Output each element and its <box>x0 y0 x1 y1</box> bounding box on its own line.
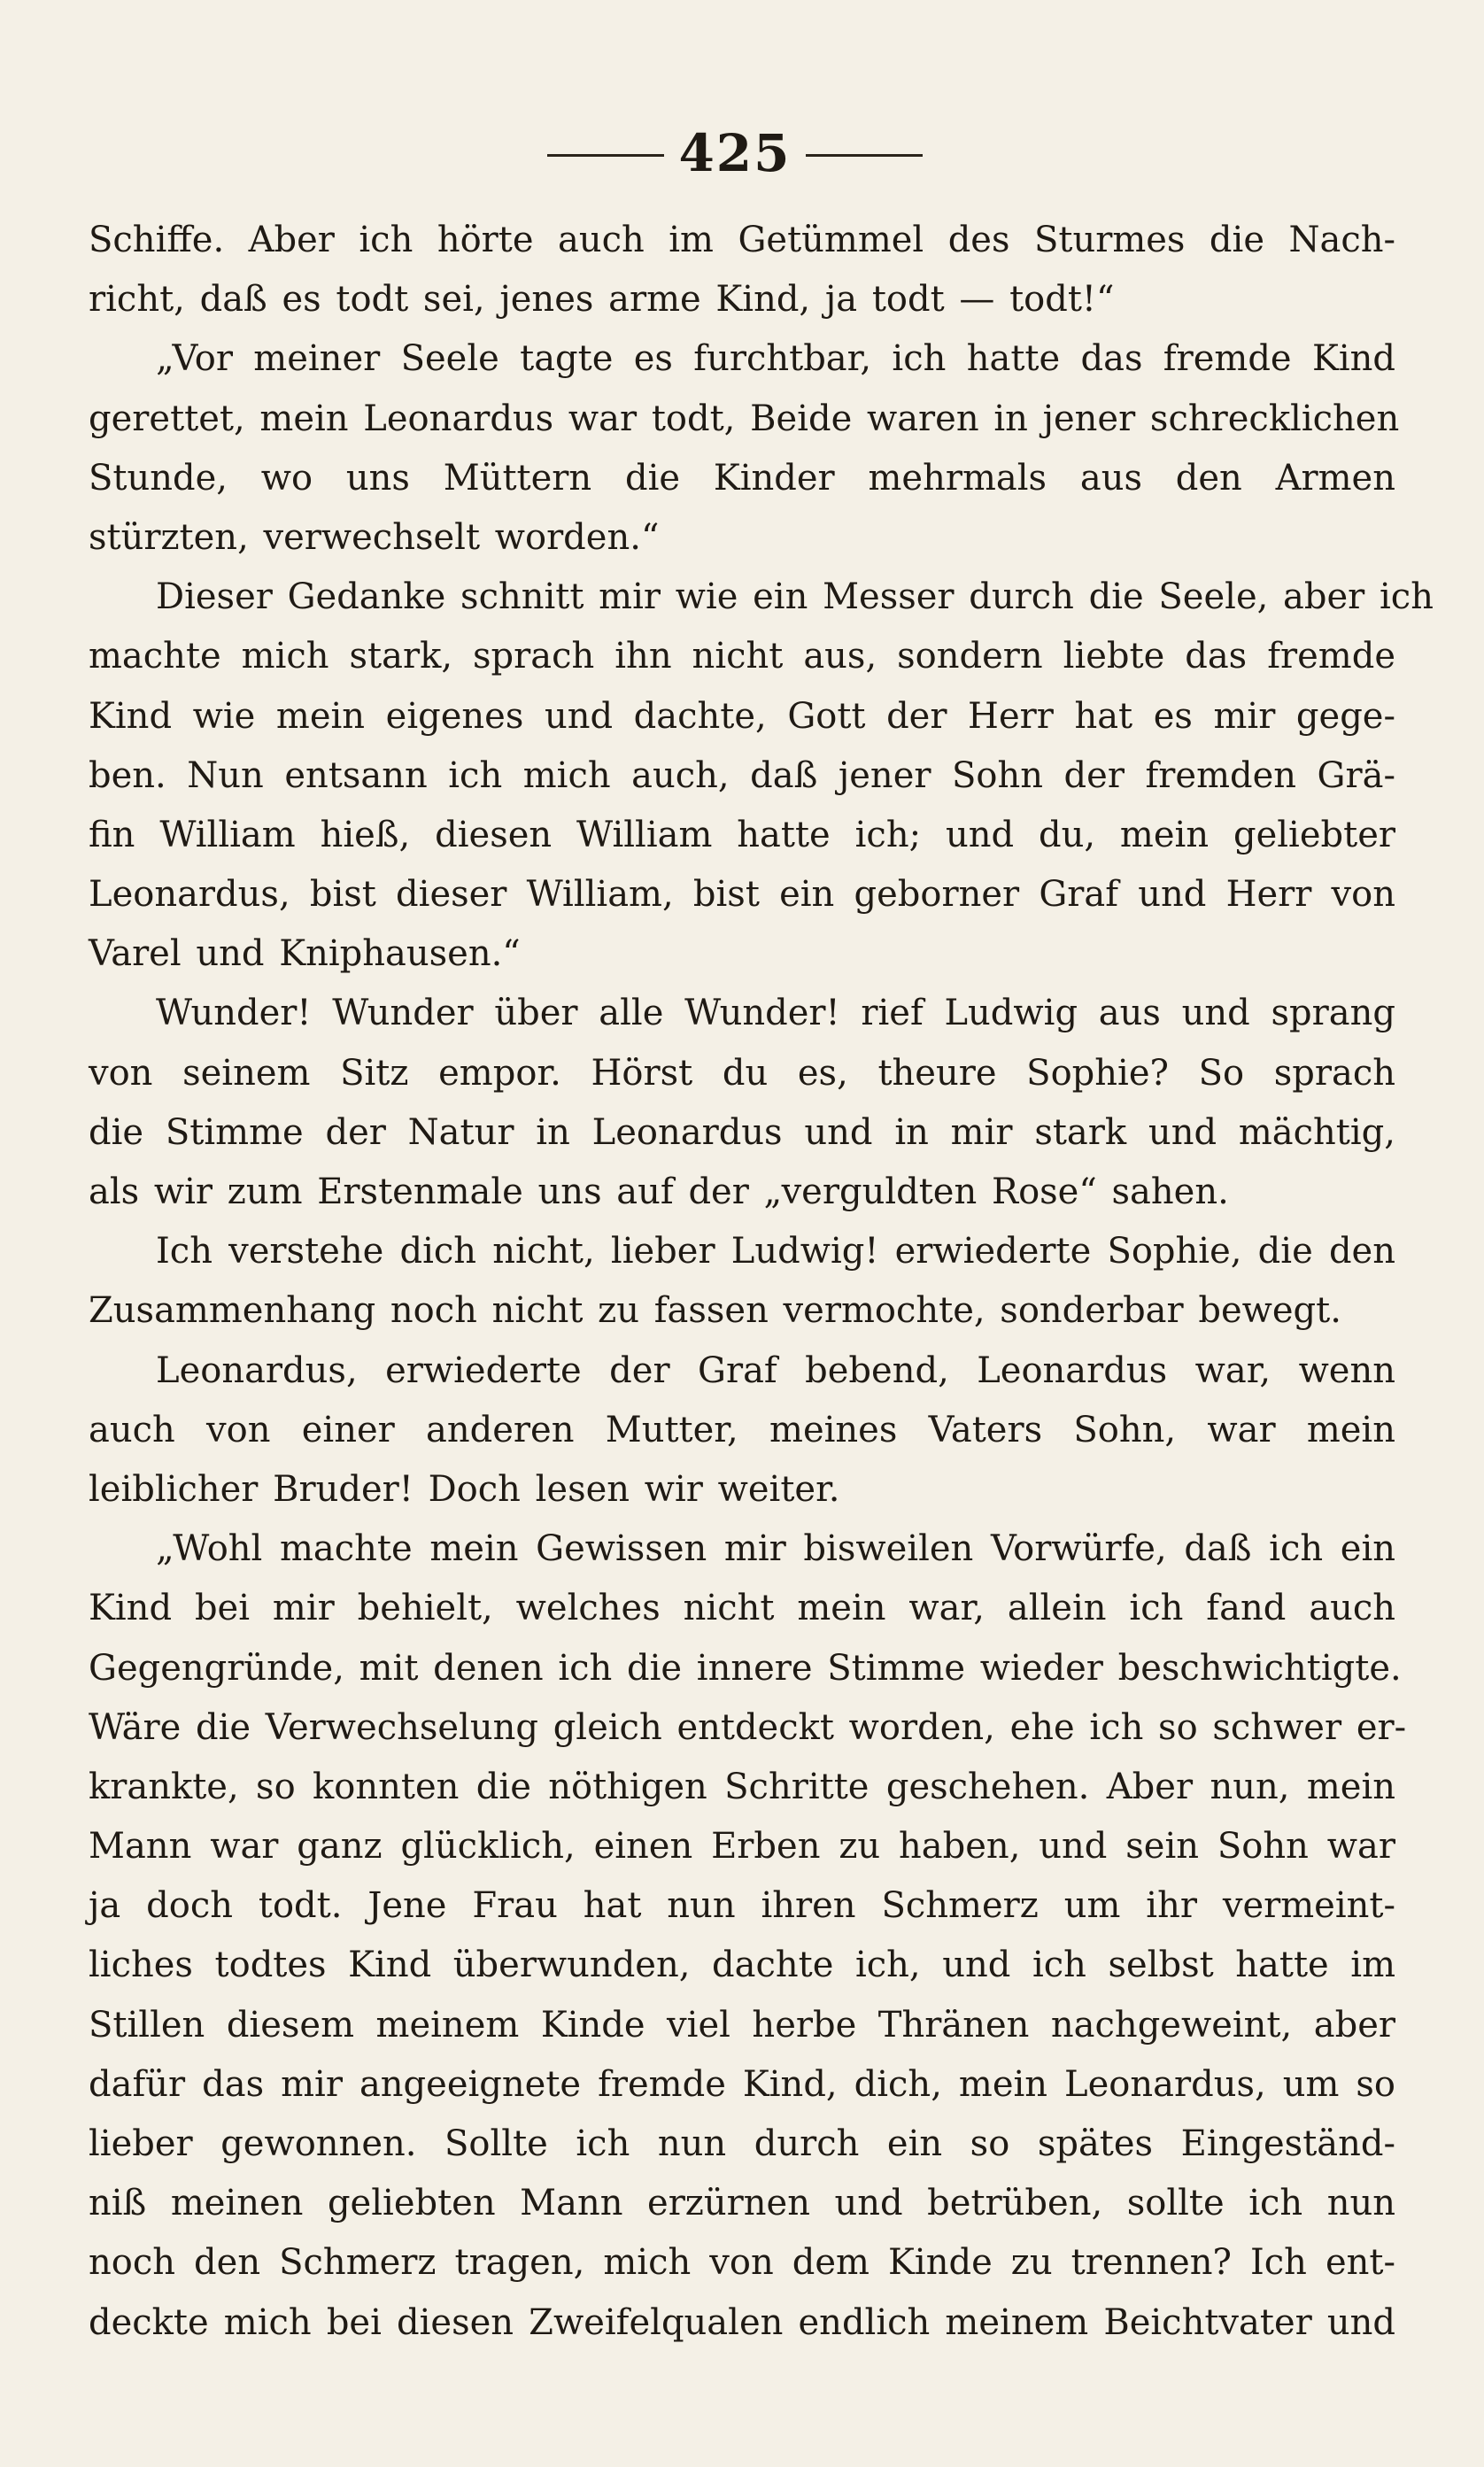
text-line: liches todtes Kind überwunden, dachte ich, und ich selbst hatte im <box>89 1945 1395 1986</box>
header-rule-left <box>547 154 664 157</box>
text-line: „Wohl machte mein Gewissen mir bisweilen Vorwürfe, daß ich ein <box>156 1528 1395 1570</box>
header-rule-right <box>806 154 923 157</box>
text-line: Dieser Gedanke schnitt mir wie ein Messer durch die Seele, aber ich <box>156 576 1434 618</box>
text-line: gerettet, mein Leonardus war todt, Beide waren in jener schrecklichen <box>89 398 1400 439</box>
text-line: Zusammenhang noch nicht zu fassen vermochte, sonderbar bewegt. <box>89 1290 1341 1332</box>
text-line: ben. Nun entsann ich mich auch, daß jener Sohn der fremden Grä- <box>89 754 1395 796</box>
text-line: lieber gewonnen. Sollte ich nun durch ein so spätes Eingeständ- <box>89 2123 1395 2164</box>
text-line: Stillen diesem meinem Kinde viel herbe Thränen nachgeweint, aber <box>89 2004 1395 2046</box>
text-line: krankte, so konnten die nöthigen Schritte geschehen. Aber nun, mein <box>89 1766 1395 1807</box>
text-line: dafür das mir angeeignete fremde Kind, dich, mein Leonardus, um so <box>89 2063 1395 2105</box>
text-line: noch den Schmerz tragen, mich von dem Kinde zu trennen? Ich ent- <box>89 2242 1395 2284</box>
text-line: fin William hieß, diesen William hatte ich; und du, mein geliebter <box>89 814 1395 855</box>
text-line: Schiffe. Aber ich hörte auch im Getümmel des Sturmes die Nach- <box>89 220 1395 260</box>
text-line: die Stimme der Natur in Leonardus und in mir stark und mächtig, <box>89 1111 1395 1153</box>
text-line: Mann war ganz glücklich, einen Erben zu haben, und sein Sohn war <box>89 1826 1395 1868</box>
text-line: Ich verstehe dich nicht, lieber Ludwig! erwiederte Sophie, die den <box>156 1231 1395 1272</box>
text-line: Leonardus, bist dieser William, bist ein geborner Graf und Herr von <box>89 874 1395 916</box>
text-line: richt, daß es todt sei, jenes arme Kind, ja todt — todt!“ <box>89 279 1115 321</box>
text-line: stürzten, verwechselt worden.“ <box>89 516 660 558</box>
text-line: deckte mich bei diesen Zweifelqualen endlich meinem Beichtvater und <box>89 2301 1395 2343</box>
text-line: „Vor meiner Seele tagte es furchtbar, ich hatte das fremde Kind <box>156 338 1395 380</box>
text-line: Wäre die Verwechselung gleich entdeckt worden, ehe ich so schwer er- <box>89 1706 1407 1748</box>
page-header <box>0 122 1484 184</box>
text-line: Kind bei mir behielt, welches nicht mein war, allein ich fand auch <box>89 1588 1395 1629</box>
text-line: von seinem Sitz empor. Hörst du es, theure Sophie? So sprach <box>89 1052 1395 1094</box>
text-line: Stunde, wo uns Müttern die Kinder mehrmals aus den Armen <box>89 457 1395 499</box>
text-line: Varel und Kniphausen.“ <box>89 933 521 975</box>
text-line: niß meinen geliebten Mann erzürnen und betrüben, sollte ich nun <box>89 2183 1395 2224</box>
text-line: leiblicher Bruder! Doch lesen wir weiter. <box>89 1468 840 1510</box>
text-line: Wunder! Wunder über alle Wunder! rief Ludwig aus und sprang <box>156 993 1395 1034</box>
text-line: machte mich stark, sprach ihn nicht aus, sondern liebte das fremde <box>89 636 1395 677</box>
text-line: ja doch todt. Jene Frau hat nun ihren Schmerz um ihr vermeint- <box>89 1885 1395 1927</box>
text-line: Kind wie mein eigenes und dachte, Gott der Herr hat es mir gege- <box>89 695 1395 737</box>
page-number: 425 <box>678 123 792 183</box>
text-line: Leonardus, erwiederte der Graf bebend, Leonardus war, wenn <box>156 1350 1395 1391</box>
text-line: auch von einer anderen Mutter, meines Vaters Sohn, war mein <box>89 1409 1395 1450</box>
text-line: Gegengründe, mit denen ich die innere Stimme wieder beschwichtigte. <box>89 1647 1402 1689</box>
body-text <box>89 211 1434 2353</box>
text-line: als wir zum Erstenmale uns auf der „verguldten Rose“ sahen. <box>89 1172 1229 1212</box>
